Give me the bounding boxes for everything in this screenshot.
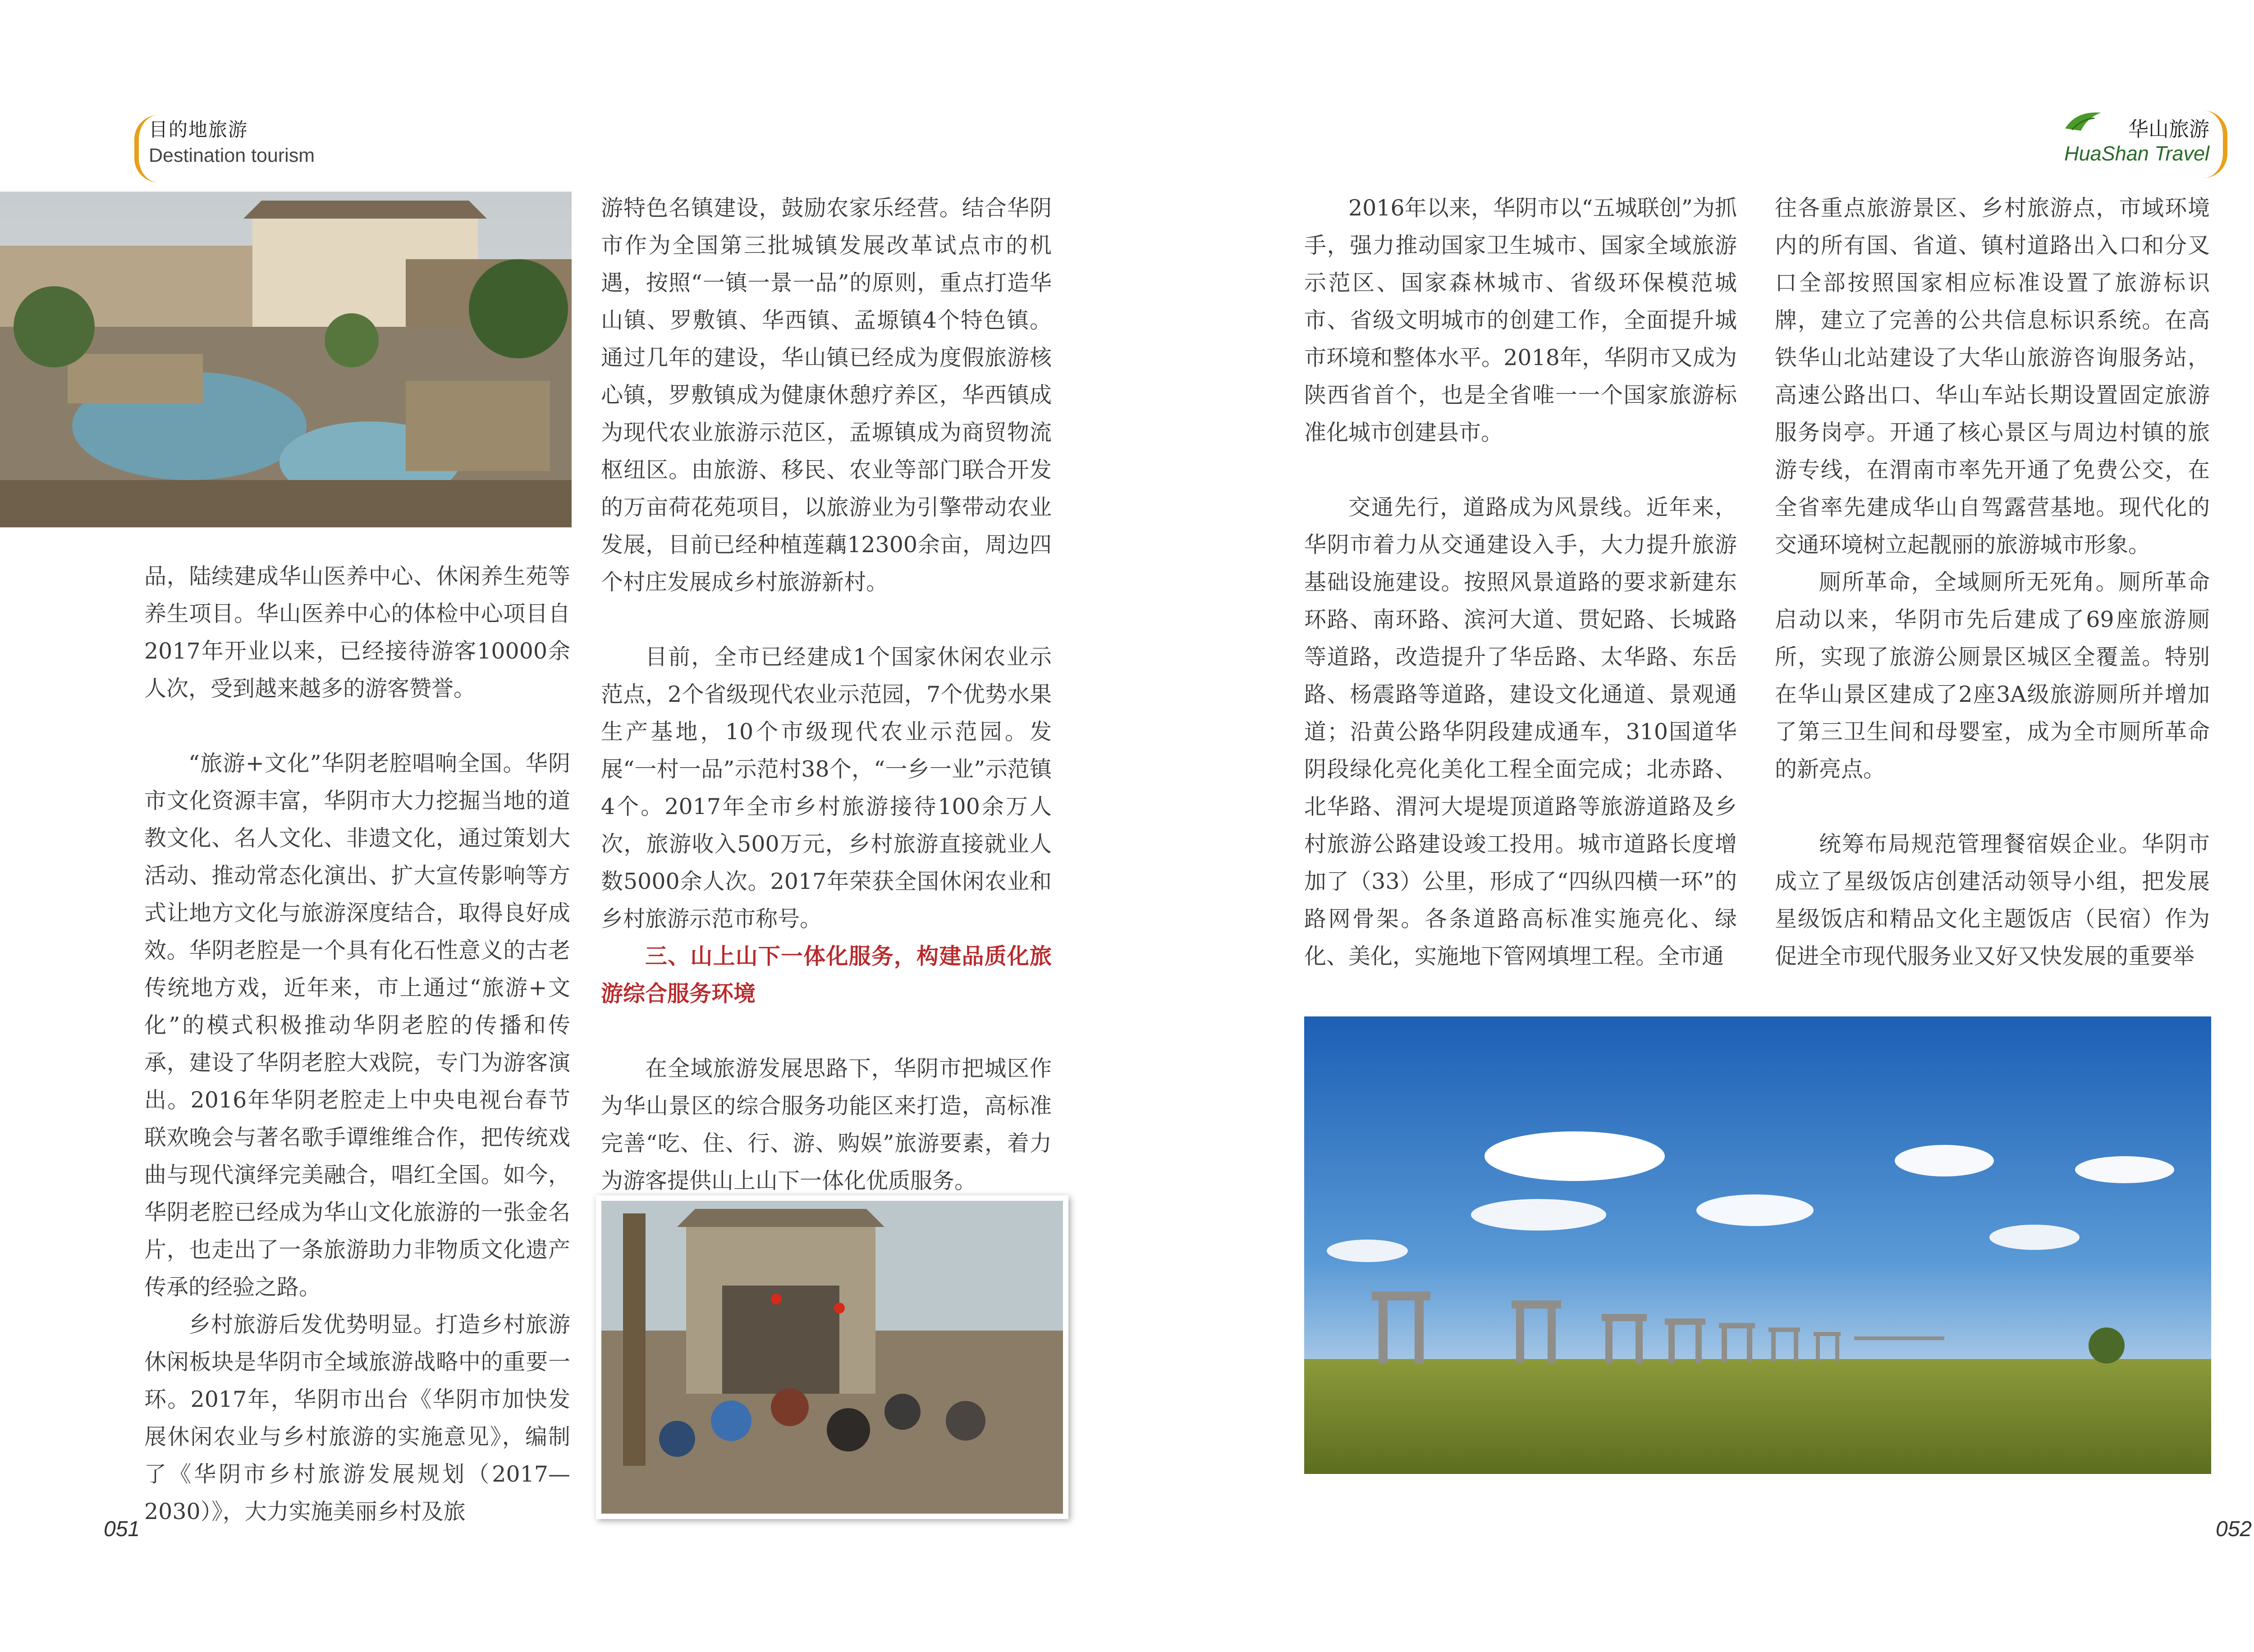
paragraph: “旅游+文化”华阴老腔唱响全国。华阴市文化资源丰富，华阴市大力挖掘当地的道教文化、名人文化、非遗文化，通过策划大活动、推动常态化演出、扩大宣传影响等方式让地方文化与旅游深度结合，取得良好成效。华阴老腔是一个具有化石性意义的古老传统地方戏，近年来，市上通过“旅游+文化”的模式积极推动华阴老腔的传播和传承，建设了华阴老腔大戏院，专门为游客演出。2016年华阴老腔走上中央电视台春节联欢晚会与著名歌手谭维维合作，把传统戏曲与现代演绎完美融合，唱红全国。如今，华阴老腔已经成为华山文化旅游的一张金名片，也走出了一条旅游助力非物质文化遗产传承的经验之路。 [144,750,570,1300]
text-column-4 [1775,189,2210,975]
page-number-left: 051 [104,1517,140,1541]
section-heading: 三、山上山下一体化服务，构建品质化旅游综合服务环境 [601,943,1052,1007]
huayin-laoqiang-photo [596,1195,1068,1519]
text-column-3 [1304,189,1737,975]
text-column-2 [601,189,1052,1199]
paragraph: 交通先行，道路成为风景线。近年来，华阴市着力从交通建设入手，大力提升旅游基础设施建设。按照风景道路的要求新建东环路、南环路、滨河大道、贯妃路、长城路等道路，改造提升了华岳路、太华路、东岳路、杨震路等道路，建设文化通道、景观通道；沿黄公路华阴段建成通车，310国道华阴段绿化亮化美化工程全面完成；北赤路、北华路、渭河大堤堤顶道路等旅游道路及乡村旅游公路建设竣工投用。城市道路长度增加了（33）公里，形成了“四纵四横一环”的路网骨架。各条道路高标准实施亮化、绿化、美化，实施地下管网填埋工程。全市通 [1304,494,1737,969]
page-number-right: 052 [2216,1517,2252,1541]
section-header-left [149,115,315,167]
paragraph: 厕所革命，全域厕所无死角。厕所革命启动以来，华阴市先后建成了69座旅游厕所，实现了旅游公厕景区城区全覆盖。特别在华山景区建成了2座3A级旅游厕所并增加了第三卫生间和母婴室，成为全市厕所革命的新亮点。 [1775,569,2210,782]
resort-photo [0,192,572,527]
paragraph: 游特色名镇建设，鼓励农家乐经营。结合华阴市作为全国第三批城镇发展改革试点市的机遇，按照“一镇一景一品”的原则，重点打造华山镇、罗敷镇、华西镇、孟塬镇4个特色镇。通过几年的建设，华山镇已经成为度假旅游核心镇，罗敷镇成为健康休憩疗养区，华西镇成为现代农业旅游示范区，孟塬镇成为商贸物流枢纽区。由旅游、移民、农业等部门联合开发的万亩荷花苑项目，以旅游业为引擎带动农业发展，目前已经种植莲藕12300余亩，周边四个村庄发展成乡村旅游新村。 [601,195,1052,595]
magazine-title-cn: 华山旅游 [2128,117,2209,141]
paragraph: 目前，全市已经建成1个国家休闲农业示范点，2个省级现代农业示范园，7个优势水果生产基地，10个市级现代农业示范园。发展“一村一品”示范村38个，“一乡一业”示范镇4个。2017年全市乡村旅游接待100余万人次，旅游收入500万元，乡村旅游直接就业人数5000余人次。2017年荣获全国休闲农业和乡村旅游示范市称号。 [601,644,1052,932]
magazine-title-en: HuaShan Travel [2064,142,2209,165]
paragraph: 统筹布局规范管理餐宿娱企业。华阴市成立了星级饭店创建活动领导小组，把发展星级饭店和精品文化主题饭店（民宿）作为促进全市现代服务业又好又快发展的重要举 [1775,831,2210,969]
text-column-1 [144,558,570,1530]
section-title-cn: 目的地旅游 [149,119,248,141]
paragraph: 2016年以来，华阴市以“五城联创”为抓手，强力推动国家卫生城市、国家全域旅游示范区、国家森林城市、省级环保模范城市、省级文明城市的创建工作，全面提升城市环境和整体水平。2018年，华阴市又成为陕西省首个，也是全省唯一一个国家旅游标准化城市创建县市。 [1304,195,1737,445]
header-arc-decoration [134,115,159,183]
landscape-photo [1304,1016,2211,1474]
section-title-en: Destination tourism [149,145,315,166]
paragraph: 品，陆续建成华山医养中心、休闲养生苑等养生项目。华山医养中心的体检中心项目自2017年开业以来，已经接待游客10000余人次，受到越来越多的游客赞誉。 [144,563,570,701]
paragraph: 在全域旅游发展思路下，华阴市把城区作为华山景区的综合服务功能区来打造，高标准完善“吃、住、行、游、购娱”旅游要素，着力为游客提供山上山下一体化优质服务。 [601,1056,1052,1194]
paragraph: 往各重点旅游景区、乡村旅游点，市域环境内的所有国、省道、镇村道路出入口和分叉口全部按照国家相应标准设置了旅游标识牌，建立了完善的公共信息标识系统。在高铁华山北站建设了大华山旅游咨询服务站，高速公路出口、华山车站长期设置固定旅游服务岗亭。开通了核心景区与周边村镇的旅游专线，在渭南市率先开通了免费公交，在全省率先建成华山自驾露营基地。现代化的交通环境树立起靓丽的旅游城市形象。 [1775,195,2210,558]
section-header-right [2064,113,2209,165]
paragraph: 乡村旅游后发优势明显。打造乡村旅游休闲板块是华阴市全域旅游战略中的重要一环。2017年，华阴市出台《华阴市加快发展休闲农业与乡村旅游的实施意见》，编制了《华阴市乡村旅游发展规划（2017—2030）》，大力实施美丽乡村及旅 [144,1312,570,1524]
header-arc-decoration [2203,110,2227,178]
huashan-logo-icon [2063,108,2103,133]
